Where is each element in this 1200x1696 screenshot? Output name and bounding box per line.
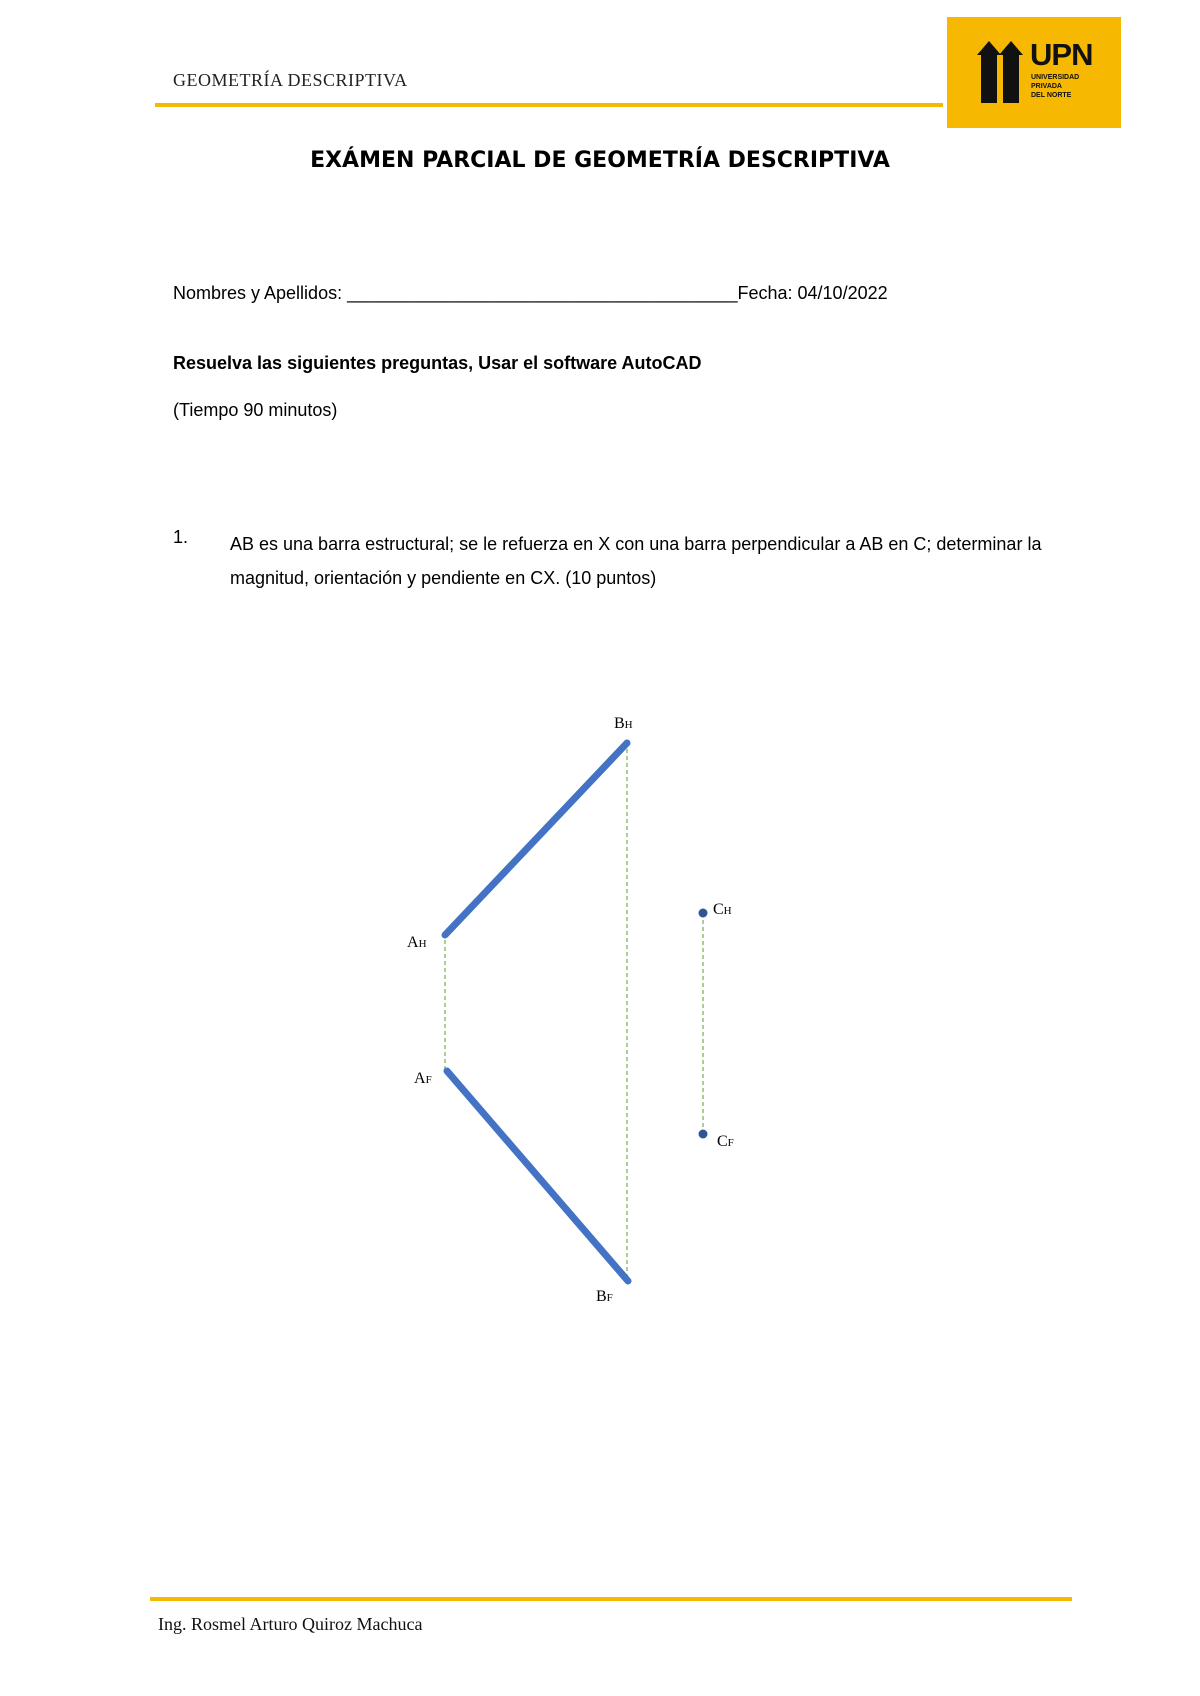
upn-arrow-icon: [977, 41, 1025, 103]
label-af: AF: [414, 1070, 432, 1087]
label-ch: CH: [713, 901, 732, 918]
label-bh: BH: [614, 715, 633, 732]
label-ah: AH: [407, 934, 427, 951]
header-course-title: GEOMETRÍA DESCRIPTIVA: [173, 70, 408, 90]
header-rule: [155, 103, 943, 107]
question-text: AB es una barra estructural; se le refuerza en X con una barra perpendicular a AB en C; determinar la magnitud, orientación y pendiente en CX. (10 puntos): [230, 534, 1042, 588]
footer-rule: [150, 1597, 1072, 1601]
label-cf: CF: [717, 1133, 734, 1150]
question-number: 1.: [173, 527, 189, 547]
logo-name: UPN: [1030, 37, 1093, 72]
exam-title: EXÁMEN PARCIAL DE GEOMETRÍA DESCRIPTIVA: [310, 148, 890, 173]
point-ch: [699, 909, 708, 918]
footer-author: Ing. Rosmel Arturo Quiroz Machuca: [158, 1614, 423, 1634]
point-cf: [699, 1130, 708, 1139]
bar-ab-top-view: [445, 743, 627, 935]
student-name-date-line: Nombres y Apellidos: _______________________________________Fecha: 04/10/2022: [173, 283, 888, 303]
label-bf: BF: [596, 1288, 613, 1305]
projection-drawing: [0, 690, 1200, 1330]
logo-subtitle: UNIVERSIDAD PRIVADA DEL NORTE: [1031, 74, 1080, 99]
upn-logo: [947, 17, 1121, 128]
time-note: (Tiempo 90 minutos): [173, 400, 338, 420]
instructions: Resuelva las siguientes preguntas, Usar el software AutoCAD: [173, 353, 702, 373]
bar-ab-front-view: [447, 1071, 628, 1281]
